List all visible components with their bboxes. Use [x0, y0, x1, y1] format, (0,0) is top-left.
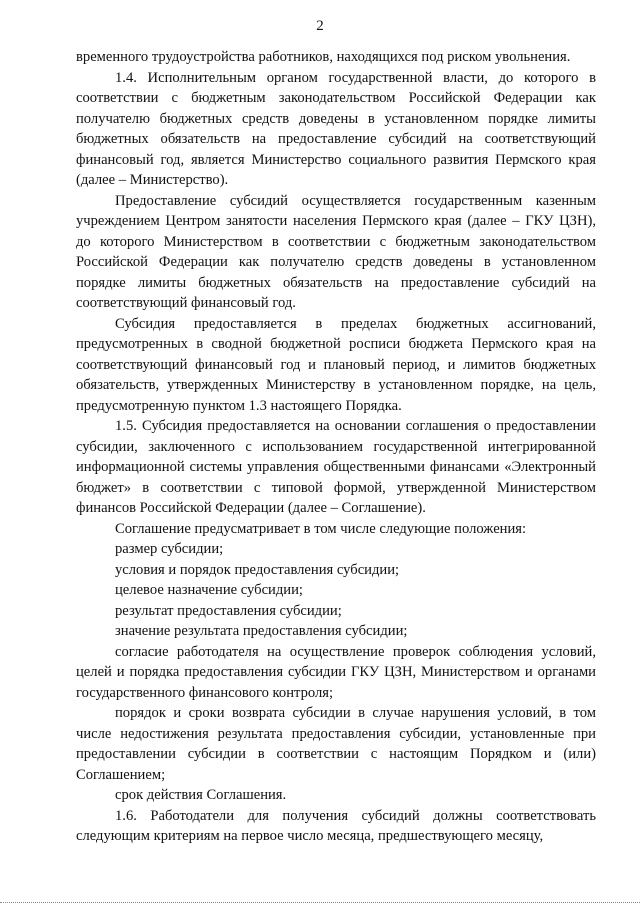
list-item-purpose: целевое назначение субсидии;	[115, 582, 303, 598]
page-bottom-edge	[0, 902, 640, 903]
list-item-consent-to-audits: согласие работодателя на осуществление проверок соблюдения условий, целей и порядка предоставления субсидии ГКУ ЦЗН, Министерством и органами государственного финансового контроля;	[76, 643, 596, 701]
list-item-conditions: условия и порядок предоставления субсидии;	[115, 561, 400, 578]
paragraph-subsidy-provision: Предоставление субсидий осуществляется государственным казенным учреждением Центром занятости населения Пермского края (далее – ГКУ ЦЗН), до которого Министерством в соответствии с бюджетным законодательством Российской Федерации как получателю средств доведены в установленном порядке лимиты бюджетных обязательств на предоставление субсидий на соответствующий финансовый год.	[76, 192, 596, 311]
paragraph-agreement-provisions: Соглашение предусматривает в том числе следующие положения:	[115, 520, 527, 537]
page-number: 2	[316, 18, 324, 34]
list-item-result: результат предоставления субсидии;	[115, 602, 342, 619]
paragraph-continuation: временного трудоустройства работников, находящихся под риском увольнения.	[76, 49, 571, 65]
document-body	[76, 47, 596, 847]
list-item-result-value: значение результата предоставления субсидии;	[115, 623, 408, 639]
list-item-refund-procedure: порядок и сроки возврата субсидии в случае нарушения условий, в том числе недостижения результата предоставления субсидии, установленные при предоставлении субсидии в соответствии с настоящим Порядком и (или) Соглашением;	[76, 705, 596, 783]
paragraph-1-4: 1.4. Исполнительным органом государственной власти, до которого в соответствии с бюджетным законодательством Российской Федерации как получателю бюджетных средств доведены в установленном порядке лимиты бюджетных обязательств на предоставление субсидий на соответствующий финансовый год, является Министерство социального развития Пермского края (далее – Министерство).	[76, 69, 596, 188]
paragraph-1-5: 1.5. Субсидия предоставляется на основании соглашения о предоставлении субсидии, заключенного с использованием государственной интегрированной информационной системы управления общественными финансами «Электронный бюджет» в соответствии с типовой формой, утвержденной Министерством финансов Российской Федерации (далее – Соглашение).	[76, 418, 596, 516]
list-item-subsidy-amount: размер субсидии;	[115, 541, 224, 557]
paragraph-subsidy-limits: Субсидия предоставляется в пределах бюджетных ассигнований, предусмотренных в сводной бюджетной росписи бюджета Пермского края на соответствующий финансовый год и плановый период, и лимитов бюджетных обязательств, утвержденных Министерству в установленном порядке, на цель, предусмотренную пунктом 1.3 настоящего Порядка.	[76, 315, 596, 414]
list-item-agreement-term: срок действия Соглашения.	[115, 787, 287, 803]
paragraph-1-6: 1.6. Работодатели для получения субсидий должны соответствовать следующим критериям на первое число месяца, предшествующего месяцу,	[76, 807, 596, 844]
